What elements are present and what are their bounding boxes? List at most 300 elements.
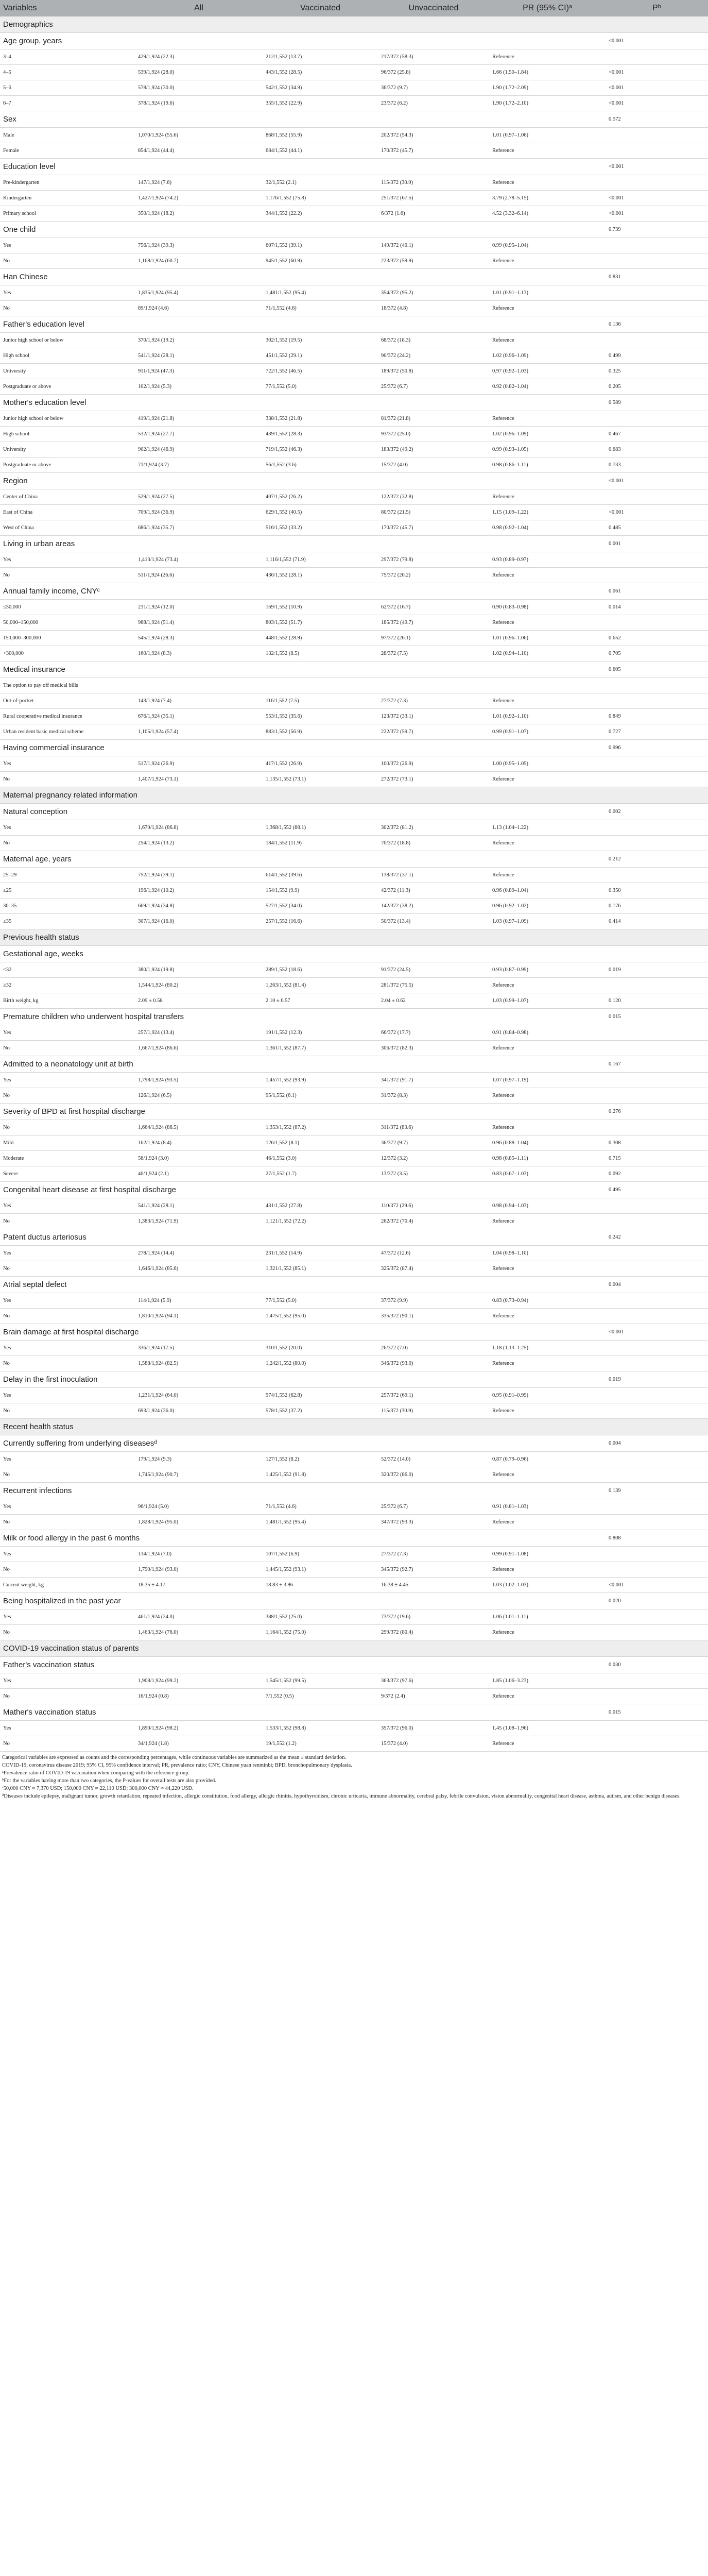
unvaccinated-cell: 62/372 (16.7) <box>378 600 489 615</box>
p-value-cell: 0.004 <box>606 1435 708 1452</box>
category-cell: No <box>0 1214 135 1229</box>
table-row <box>0 442 708 457</box>
vaccinated-cell: 448/1,552 (28.9) <box>263 631 378 646</box>
unvaccinated-cell: 2.04 ± 0.62 <box>378 993 489 1009</box>
unvaccinated-cell: 96/372 (25.8) <box>378 65 489 80</box>
header-p: Pᵇ <box>606 0 708 16</box>
unvaccinated-cell: 149/372 (40.1) <box>378 238 489 253</box>
p-value-cell: 0.605 <box>606 662 708 678</box>
pr-cell: Reference <box>489 1261 606 1277</box>
table-row <box>0 1515 708 1530</box>
category-cell: The option to pay off medical bills <box>0 678 135 693</box>
unvaccinated-cell: 25/372 (6.7) <box>378 1499 489 1515</box>
unvaccinated-cell: 73/372 (19.6) <box>378 1609 489 1625</box>
category-cell: Yes <box>0 756 135 772</box>
table-row <box>0 631 708 646</box>
unvaccinated-cell: 27/372 (7.3) <box>378 693 489 709</box>
category-cell: High school <box>0 348 135 364</box>
table-row <box>0 724 708 740</box>
vaccinated-cell: 7/1,552 (0.5) <box>263 1689 378 1704</box>
variable-name: Age group, years <box>0 33 606 49</box>
p-value-cell <box>606 489 708 505</box>
all-cell: 911/1,924 (47.3) <box>135 364 263 379</box>
vaccinated-cell: 868/1,552 (55.9) <box>263 128 378 143</box>
vaccinated-cell: 1,242/1,552 (80.0) <box>263 1356 378 1371</box>
vaccinated-cell: 169/1,552 (10.9) <box>263 600 378 615</box>
unvaccinated-cell: 81/372 (21.8) <box>378 411 489 427</box>
variable-name: Living in urban areas <box>0 536 606 552</box>
all-cell: 89/1,924 (4.6) <box>135 301 263 316</box>
all-cell: 511/1,924 (26.6) <box>135 568 263 583</box>
variable-group-row <box>0 1657 708 1673</box>
category-cell: Female <box>0 143 135 159</box>
p-value-cell: 0.019 <box>606 1371 708 1388</box>
pr-cell: 1.45 (1.08–1.96) <box>489 1721 606 1736</box>
category-cell: Birth weight, kg <box>0 993 135 1009</box>
vaccinated-cell: 439/1,552 (28.3) <box>263 427 378 442</box>
table-row <box>0 1736 708 1752</box>
table-row <box>0 600 708 615</box>
pr-cell: Reference <box>489 411 606 427</box>
footnote: ᵇFor the variables having more than two categories, the P-values for overall tests are also provided. <box>2 1778 216 1784</box>
vaccinated-cell: 803/1,552 (51.7) <box>263 615 378 631</box>
p-value-cell: 0.242 <box>606 1229 708 1246</box>
header-vaccinated: Vaccinated <box>263 0 378 16</box>
p-value-cell: 0.002 <box>606 804 708 820</box>
vaccinated-cell: 684/1,552 (44.1) <box>263 143 378 159</box>
table-row <box>0 65 708 80</box>
vaccinated-cell: 388/1,552 (25.0) <box>263 1609 378 1625</box>
unvaccinated-cell: 363/372 (97.6) <box>378 1673 489 1689</box>
unvaccinated-cell: 91/372 (24.5) <box>378 962 489 978</box>
variable-group-row <box>0 1483 708 1499</box>
p-value-cell: 0.061 <box>606 583 708 600</box>
category-cell: 30–35 <box>0 899 135 914</box>
variable-name: Being hospitalized in the past year <box>0 1593 606 1609</box>
p-value-cell <box>606 175 708 191</box>
p-value-cell <box>606 820 708 836</box>
unvaccinated-cell: 66/372 (17.7) <box>378 1025 489 1041</box>
vaccinated-cell: 257/1,552 (16.6) <box>263 914 378 929</box>
all-cell: 336/1,924 (17.5) <box>135 1341 263 1356</box>
table-row <box>0 1403 708 1419</box>
unvaccinated-cell: 50/372 (13.4) <box>378 914 489 929</box>
p-value-cell: 0.733 <box>606 457 708 473</box>
table-row <box>0 1293 708 1309</box>
unvaccinated-cell: 320/372 (86.0) <box>378 1467 489 1483</box>
variable-group-row <box>0 804 708 820</box>
p-value-cell: 0.739 <box>606 222 708 238</box>
p-value-cell <box>606 1120 708 1136</box>
vaccinated-cell: 184/1,552 (11.9) <box>263 836 378 851</box>
vaccinated-cell: 607/1,552 (39.1) <box>263 238 378 253</box>
p-value-cell <box>606 978 708 993</box>
section-title: Demographics <box>0 16 708 33</box>
all-cell: 58/1,924 (3.0) <box>135 1151 263 1166</box>
variable-group-row <box>0 662 708 678</box>
pr-cell: 1.00 (0.95–1.05) <box>489 756 606 772</box>
table-row <box>0 457 708 473</box>
all-cell: 254/1,924 (13.2) <box>135 836 263 851</box>
category-cell: Yes <box>0 1341 135 1356</box>
all-cell: 1,105/1,924 (57.4) <box>135 724 263 740</box>
unvaccinated-cell: 341/372 (91.7) <box>378 1073 489 1088</box>
p-value-cell: 0.015 <box>606 1009 708 1025</box>
category-cell: Male <box>0 128 135 143</box>
all-cell: 1,810/1,924 (94.1) <box>135 1309 263 1324</box>
pr-cell: 0.96 (0.89–1.04) <box>489 883 606 899</box>
vaccinated-cell: 1,475/1,552 (95.0) <box>263 1309 378 1324</box>
unvaccinated-cell: 75/372 (20.2) <box>378 568 489 583</box>
p-value-cell: 0.020 <box>606 1593 708 1609</box>
footnote: ᶜ50,000 CNY ≈ 7,370 USD; 150,000 CNY ≈ 22,110 USD; 300,000 CNY ≈ 44,220 USD. <box>2 1786 194 1791</box>
p-value-cell <box>606 552 708 568</box>
p-value-cell: 0.727 <box>606 724 708 740</box>
table-row <box>0 427 708 442</box>
vaccinated-cell: 116/1,552 (7.5) <box>263 693 378 709</box>
p-value-cell: <0.001 <box>606 473 708 489</box>
vaccinated-cell: 2.10 ± 0.57 <box>263 993 378 1009</box>
unvaccinated-cell: 297/372 (79.8) <box>378 552 489 568</box>
table-row <box>0 568 708 583</box>
p-value-cell: <0.001 <box>606 80 708 96</box>
p-value-cell <box>606 143 708 159</box>
variable-group-row <box>0 740 708 756</box>
header-variables: Variables <box>0 0 135 16</box>
category-cell: 50,000–150,000 <box>0 615 135 631</box>
vaccinated-cell: 417/1,552 (26.9) <box>263 756 378 772</box>
pr-cell: Reference <box>489 1515 606 1530</box>
category-cell: Primary school <box>0 206 135 222</box>
table-row <box>0 238 708 253</box>
table-row <box>0 520 708 536</box>
p-value-cell <box>606 868 708 883</box>
p-value-cell <box>606 756 708 772</box>
pr-cell: 1.66 (1.50–1.84) <box>489 65 606 80</box>
category-cell: Severe <box>0 1166 135 1182</box>
pr-cell: 0.99 (0.91–1.07) <box>489 724 606 740</box>
category-cell: Yes <box>0 1452 135 1467</box>
all-cell: 461/1,924 (24.0) <box>135 1609 263 1625</box>
unvaccinated-cell: 357/372 (96.0) <box>378 1721 489 1736</box>
all-cell: 854/1,924 (44.4) <box>135 143 263 159</box>
pr-cell: Reference <box>489 489 606 505</box>
pr-cell: Reference <box>489 772 606 787</box>
section-title: COVID-19 vaccination status of parents <box>0 1640 708 1657</box>
category-cell: No <box>0 772 135 787</box>
table-row <box>0 1547 708 1562</box>
pr-cell: Reference <box>489 1041 606 1056</box>
variable-group-row <box>0 1324 708 1341</box>
vaccinated-cell: 719/1,552 (46.3) <box>263 442 378 457</box>
header-unvaccinated: Unvaccinated <box>378 0 489 16</box>
vaccinated-cell: 191/1,552 (12.3) <box>263 1025 378 1041</box>
pr-cell: Reference <box>489 175 606 191</box>
pr-cell: 0.91 (0.84–0.98) <box>489 1025 606 1041</box>
all-cell: 532/1,924 (27.7) <box>135 427 263 442</box>
section-title: Recent health status <box>0 1419 708 1435</box>
category-cell: 5–6 <box>0 80 135 96</box>
all-cell: 257/1,924 (13.4) <box>135 1025 263 1041</box>
vaccinated-cell: 231/1,552 (14.9) <box>263 1246 378 1261</box>
table-row <box>0 1499 708 1515</box>
p-value-cell: 0.499 <box>606 348 708 364</box>
all-cell: 378/1,924 (19.6) <box>135 96 263 111</box>
pr-cell: 1.90 (1.72–2.09) <box>489 80 606 96</box>
table-row <box>0 1609 708 1625</box>
pr-cell: 1.01 (0.92–1.10) <box>489 709 606 724</box>
vaccinated-cell: 344/1,552 (22.2) <box>263 206 378 222</box>
variable-group-row <box>0 1593 708 1609</box>
section-header-row <box>0 1419 708 1435</box>
p-value-cell <box>606 49 708 65</box>
p-value-cell <box>606 1214 708 1229</box>
pr-cell: Reference <box>489 301 606 316</box>
variable-name: Natural conception <box>0 804 606 820</box>
category-cell: No <box>0 1689 135 1704</box>
unvaccinated-cell: 222/372 (59.7) <box>378 724 489 740</box>
variable-name: Currently suffering from underlying diseasesᵈ <box>0 1435 606 1452</box>
vaccinated-cell: 71/1,552 (4.6) <box>263 1499 378 1515</box>
table-row <box>0 1562 708 1578</box>
pr-cell: 0.87 (0.79–0.96) <box>489 1452 606 1467</box>
unvaccinated-cell: 52/372 (14.0) <box>378 1452 489 1467</box>
unvaccinated-cell: 15/372 (4.0) <box>378 1736 489 1752</box>
vaccinated-cell: 578/1,552 (37.2) <box>263 1403 378 1419</box>
all-cell: 350/1,924 (18.2) <box>135 206 263 222</box>
table-row <box>0 883 708 899</box>
header-row <box>0 0 708 16</box>
vaccinated-cell: 443/1,552 (28.5) <box>263 65 378 80</box>
table-row <box>0 993 708 1009</box>
category-cell: Yes <box>0 1721 135 1736</box>
table-row <box>0 411 708 427</box>
vaccinated-cell: 542/1,552 (34.9) <box>263 80 378 96</box>
category-cell: Yes <box>0 820 135 836</box>
p-value-cell: 0.715 <box>606 1151 708 1166</box>
category-cell: No <box>0 1467 135 1483</box>
category-cell: ≥32 <box>0 978 135 993</box>
vaccinated-cell: 553/1,552 (35.6) <box>263 709 378 724</box>
table-row <box>0 128 708 143</box>
variable-group-row <box>0 33 708 49</box>
variable-name: Medical insurance <box>0 662 606 678</box>
all-cell: 756/1,924 (39.3) <box>135 238 263 253</box>
unvaccinated-cell: 70/372 (18.8) <box>378 836 489 851</box>
unvaccinated-cell: 217/372 (58.3) <box>378 49 489 65</box>
vaccinated-cell: 1,457/1,552 (93.9) <box>263 1073 378 1088</box>
pr-cell: 1.04 (0.98–1.10) <box>489 1246 606 1261</box>
vaccinated-cell <box>263 678 378 693</box>
all-cell: 1,828/1,924 (95.0) <box>135 1515 263 1530</box>
vaccinated-cell: 107/1,552 (6.9) <box>263 1547 378 1562</box>
p-value-cell: <0.001 <box>606 1324 708 1341</box>
table-row <box>0 962 708 978</box>
p-value-cell: 0.589 <box>606 395 708 411</box>
category-cell: Pre-kindergarten <box>0 175 135 191</box>
pr-cell: 1.18 (1.13–1.25) <box>489 1341 606 1356</box>
table-row <box>0 646 708 662</box>
all-cell: 134/1,924 (7.0) <box>135 1547 263 1562</box>
category-cell: Yes <box>0 1499 135 1515</box>
section-title: Previous health status <box>0 929 708 946</box>
pr-cell: 1.01 (0.96–1.06) <box>489 631 606 646</box>
table-row <box>0 1151 708 1166</box>
all-cell: 1,745/1,924 (90.7) <box>135 1467 263 1483</box>
unvaccinated-cell: 115/372 (30.9) <box>378 1403 489 1419</box>
category-cell: 6–7 <box>0 96 135 111</box>
unvaccinated-cell: 115/372 (30.9) <box>378 175 489 191</box>
pr-cell: 0.98 (0.94–1.03) <box>489 1198 606 1214</box>
p-value-cell: 0.652 <box>606 631 708 646</box>
pr-cell: Reference <box>489 49 606 65</box>
p-value-cell <box>606 615 708 631</box>
category-cell: No <box>0 1736 135 1752</box>
unvaccinated-cell: 16.38 ± 4.45 <box>378 1578 489 1593</box>
all-cell: 1,231/1,924 (64.0) <box>135 1388 263 1403</box>
table-row <box>0 1578 708 1593</box>
p-value-cell <box>606 1689 708 1704</box>
variable-name: Premature children who underwent hospital transfers <box>0 1009 606 1025</box>
all-cell: 1,413/1,924 (73.4) <box>135 552 263 568</box>
unvaccinated-cell: 306/372 (82.3) <box>378 1041 489 1056</box>
category-cell: No <box>0 1356 135 1371</box>
all-cell: 196/1,924 (10.2) <box>135 883 263 899</box>
pr-cell: 0.95 (0.91–0.99) <box>489 1388 606 1403</box>
category-cell: 3–4 <box>0 49 135 65</box>
p-value-cell: 0.139 <box>606 1483 708 1499</box>
category-cell: Yes <box>0 1388 135 1403</box>
variable-group-row <box>0 395 708 411</box>
table-row <box>0 348 708 364</box>
table-row <box>0 899 708 914</box>
variable-group-row <box>0 1182 708 1198</box>
vaccinated-cell: 302/1,552 (19.5) <box>263 333 378 348</box>
unvaccinated-cell: 170/372 (45.7) <box>378 143 489 159</box>
unvaccinated-cell: 122/372 (32.8) <box>378 489 489 505</box>
all-cell: 1,070/1,924 (55.6) <box>135 128 263 143</box>
section-title: Maternal pregnancy related information <box>0 787 708 804</box>
footnote: COVID-19, coronavirus disease 2019; 95% CI, 95% confidence interval; PR, prevalence ratio; CNY, Chinese yuan renminbi; BPD, bronchopulmonary dysplasia. <box>2 1762 352 1768</box>
unvaccinated-cell: 31/372 (8.3) <box>378 1088 489 1104</box>
p-value-cell <box>606 1452 708 1467</box>
table-row <box>0 1214 708 1229</box>
unvaccinated-cell: 36/372 (9.7) <box>378 1136 489 1151</box>
all-cell: 1,798/1,924 (93.5) <box>135 1073 263 1088</box>
p-value-cell: 0.467 <box>606 427 708 442</box>
p-value-cell <box>606 1515 708 1530</box>
table-row <box>0 1625 708 1640</box>
table-row <box>0 1673 708 1689</box>
unvaccinated-cell: 262/372 (70.4) <box>378 1214 489 1229</box>
category-cell: Yes <box>0 552 135 568</box>
all-cell: 709/1,924 (36.9) <box>135 505 263 520</box>
p-value-cell: 0.015 <box>606 1704 708 1721</box>
pr-cell: Reference <box>489 1736 606 1752</box>
pr-cell: Reference <box>489 693 606 709</box>
pr-cell: 0.93 (0.89–0.97) <box>489 552 606 568</box>
all-cell: 1,667/1,924 (86.6) <box>135 1041 263 1056</box>
all-cell: 147/1,924 (7.6) <box>135 175 263 191</box>
variable-name: Father's education level <box>0 316 606 333</box>
p-value-cell: <0.001 <box>606 505 708 520</box>
pr-cell: 0.97 (0.92–1.03) <box>489 364 606 379</box>
p-value-cell: <0.001 <box>606 33 708 49</box>
pr-cell: Reference <box>489 1088 606 1104</box>
table-row <box>0 253 708 269</box>
variable-name: Recurrent infections <box>0 1483 606 1499</box>
category-cell: Out-of-pocket <box>0 693 135 709</box>
footnote: Categorical variables are expressed as counts and the corresponding percentages, while continuous variables are summarized as the mean ± standard deviation. <box>2 1755 347 1760</box>
vaccinated-cell: 1,135/1,552 (73.1) <box>263 772 378 787</box>
unvaccinated-cell: 90/372 (24.2) <box>378 348 489 364</box>
table-row <box>0 1261 708 1277</box>
p-value-cell <box>606 1673 708 1689</box>
pr-cell: Reference <box>489 836 606 851</box>
all-cell: 143/1,924 (7.4) <box>135 693 263 709</box>
variable-group-row <box>0 1056 708 1073</box>
category-cell: Yes <box>0 1293 135 1309</box>
vaccinated-cell: 46/1,552 (3.0) <box>263 1151 378 1166</box>
p-value-cell: 0.120 <box>606 993 708 1009</box>
table-row <box>0 175 708 191</box>
unvaccinated-cell: 18/372 (4.8) <box>378 301 489 316</box>
footnote: ᵃPrevalence ratio of COVID-19 vaccination when comparing with the reference group. <box>2 1770 190 1776</box>
p-value-cell <box>606 1356 708 1371</box>
pr-cell: 1.01 (0.91–1.13) <box>489 285 606 301</box>
unvaccinated-cell: 272/372 (73.1) <box>378 772 489 787</box>
pr-cell: 0.99 (0.95–1.04) <box>489 238 606 253</box>
all-cell: 102/1,924 (5.3) <box>135 379 263 395</box>
vaccinated-cell: 436/1,552 (28.1) <box>263 568 378 583</box>
vaccinated-cell: 77/1,552 (5.0) <box>263 379 378 395</box>
variable-name: Father's vaccination status <box>0 1657 606 1673</box>
category-cell: Junior high school or below <box>0 411 135 427</box>
p-value-cell <box>606 1293 708 1309</box>
p-value-cell: <0.001 <box>606 159 708 175</box>
pr-cell: 1.90 (1.72–2.10) <box>489 96 606 111</box>
unvaccinated-cell: 189/372 (50.8) <box>378 364 489 379</box>
category-cell: No <box>0 301 135 316</box>
p-value-cell: <0.001 <box>606 96 708 111</box>
variable-group-row <box>0 536 708 552</box>
all-cell: 40/1,924 (2.1) <box>135 1166 263 1182</box>
pr-cell: 0.96 (0.92–1.02) <box>489 899 606 914</box>
vaccinated-cell: 126/1,552 (8.1) <box>263 1136 378 1151</box>
unvaccinated-cell: 12/372 (3.2) <box>378 1151 489 1166</box>
p-value-cell: 0.092 <box>606 1166 708 1182</box>
unvaccinated-cell: 97/372 (26.1) <box>378 631 489 646</box>
p-value-cell: 0.705 <box>606 646 708 662</box>
pr-cell: Reference <box>489 1356 606 1371</box>
pr-cell: 0.83 (0.73–0.94) <box>489 1293 606 1309</box>
all-cell: 1,407/1,924 (73.1) <box>135 772 263 787</box>
all-cell: 902/1,924 (46.9) <box>135 442 263 457</box>
p-value-cell <box>606 568 708 583</box>
p-value-cell: 0.019 <box>606 962 708 978</box>
vaccinated-cell: 1,481/1,552 (95.4) <box>263 1515 378 1530</box>
category-cell: University <box>0 364 135 379</box>
all-cell: 988/1,924 (51.4) <box>135 615 263 631</box>
category-cell: No <box>0 1625 135 1640</box>
all-cell: 578/1,924 (30.0) <box>135 80 263 96</box>
all-cell: 114/1,924 (5.9) <box>135 1293 263 1309</box>
p-value-cell <box>606 1309 708 1324</box>
p-value-cell <box>606 693 708 709</box>
pr-cell: Reference <box>489 1120 606 1136</box>
p-value-cell <box>606 1562 708 1578</box>
table-row <box>0 1136 708 1151</box>
